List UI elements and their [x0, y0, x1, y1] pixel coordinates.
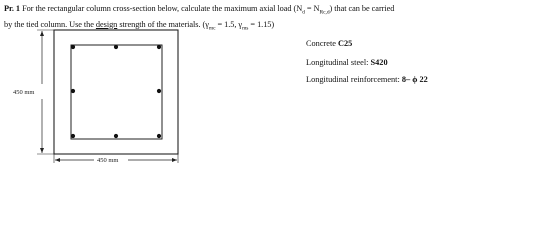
problem-line-2: by the tied column. Use the design strength of the materials. ($\gamma_{mc} = 1.5$, $\gamma_{ms} = 1.15$)	[4, 19, 275, 32]
problem-line-1: Pr. 1 For the rectangular column cross-section below, calculate the maximum axial load $(N_d = N_{Rc,d})$ that can be carried	[4, 4, 395, 16]
design-word: design	[95, 19, 118, 29]
rebar	[71, 45, 75, 49]
rebar	[114, 45, 118, 49]
rebar	[71, 89, 75, 93]
rebar	[157, 89, 161, 93]
rebar	[157, 134, 161, 138]
width-label: 450 mm	[97, 157, 119, 164]
rebar	[114, 134, 118, 138]
steel-row: Longitudinal steel: S420	[306, 58, 388, 67]
rebar-group	[71, 45, 161, 138]
reinforcement-row: Longitudinal reinforcement: 8– ϕ 22	[306, 75, 428, 84]
stirrup	[71, 45, 162, 139]
concrete-row: Concrete C25	[306, 39, 353, 48]
problem-number: Pr. 1	[4, 4, 21, 13]
rebar	[157, 45, 161, 49]
height-label: 450 mm	[13, 89, 35, 96]
rebar	[71, 134, 75, 138]
